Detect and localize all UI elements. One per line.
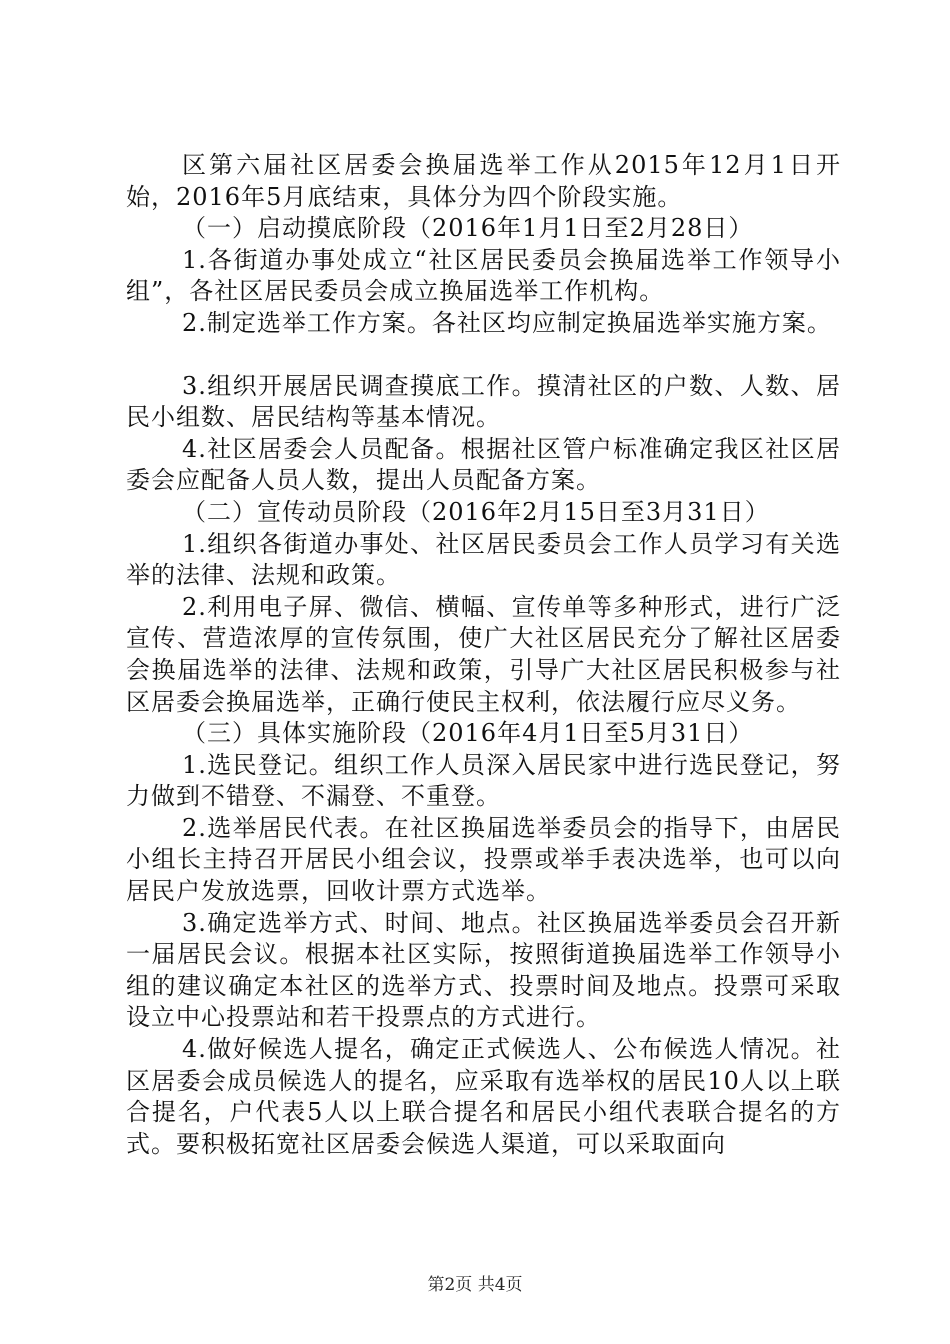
paragraph: 1.选民登记。组织工作人员深入居民家中进行选民登记，努力做到不错登、不漏登、不重登。	[126, 750, 841, 811]
paragraph: 4.做好候选人提名，确定正式候选人、公布候选人情况。社区居委会成员候选人的提名，应采取有选举权的居民10人以上联合提名，户代表5人以上联合提名和居民小组代表联合提名的方式。要积极拓宽社区居委会候选人渠道，可以采取面向	[126, 1035, 841, 1158]
paragraph: 2.利用电子屏、微信、横幅、宣传单等多种形式，进行广泛宣传、营造浓厚的宣传氛围，使广大社区居民充分了解社区居委会换届选举的法律、法规和政策，引导广大社区居民积极参与社区居委会换届选举，正确行使民主权利，依法履行应尽义务。	[126, 592, 841, 716]
page-number: 第2页 共4页	[427, 1275, 523, 1295]
paragraph: 1.各街道办事处成立“社区居民委员会换届选举工作领导小组”，各社区居民委员会成立换届选举工作机构。	[126, 245, 841, 306]
section-heading-2: （二）宣传动员阶段（2016年2月15日至3月31日）	[182, 497, 770, 526]
page-footer	[0, 1270, 950, 1295]
paragraph: 3.确定选举方式、时间、地点。社区换届选举委员会召开新一届居民会议。根据本社区实际，按照街道换届选举工作领导小组的建议确定本社区的选举方式、投票时间及地点。投票可采取设立中心投票站和若干投票点的方式进行。	[126, 908, 841, 1032]
paragraph-intro: 区第六届社区居委会换届选举工作从2015年12月1日开始，2016年5月底结束，具体分为四个阶段实施。	[126, 151, 841, 211]
paragraph: 1.组织各街道办事处、社区居民委员会工作人员学习有关选举的法律、法规和政策。	[126, 529, 841, 590]
section-heading-1: （一）启动摸底阶段（2016年1月1日至2月28日）	[182, 214, 754, 243]
paragraph: 4.社区居委会人员配备。根据社区管户标准确定我区社区居委会应配备人员人数，提出人员配备方案。	[126, 434, 841, 495]
document-body	[126, 150, 841, 1160]
paragraph: 2.制定选举工作方案。各社区均应制定换届选举实施方案。	[182, 308, 832, 337]
paragraph: 2.选举居民代表。在社区换届选举委员会的指导下，由居民小组长主持召开居民小组会议，投票或举手表决选举，也可以向居民户发放选票，回收计票方式选举。	[126, 813, 841, 906]
section-heading-3: （三）具体实施阶段（2016年4月1日至5月31日）	[182, 719, 754, 748]
paragraph: 3.组织开展居民调查摸底工作。摸清社区的户数、人数、居民小组数、居民结构等基本情况。	[126, 371, 841, 432]
